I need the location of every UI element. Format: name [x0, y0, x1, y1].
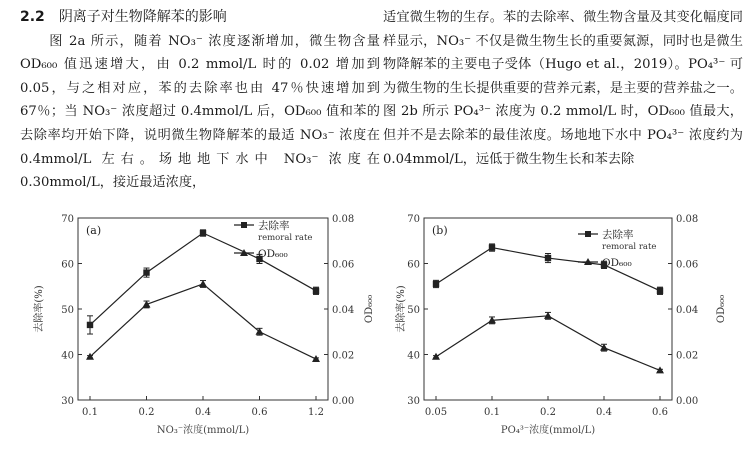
- section-heading: [20, 6, 380, 30]
- y-right-axis-label: OD₆₀₀: [716, 294, 727, 324]
- y-right-tick-label: 0.04: [332, 305, 355, 316]
- data-point-removal-rate: [489, 244, 495, 250]
- y-right-tick-label: 0.04: [676, 305, 699, 316]
- chart-a-svg: [28, 204, 388, 449]
- panel-label: (b): [432, 224, 448, 237]
- legend-marker-removal-rate: [241, 222, 247, 228]
- data-point-removal-rate: [87, 322, 93, 328]
- y-left-axis-label: 去除率(%): [396, 285, 407, 333]
- data-point-removal-rate: [313, 288, 319, 294]
- x-axis-label: NO₃⁻浓度(mmol/L): [156, 425, 250, 436]
- y-left-tick-label: 70: [407, 214, 420, 225]
- data-point-od600: [312, 355, 320, 362]
- left-paragraph: [20, 30, 380, 195]
- x-tick-label: 0.6: [251, 407, 268, 418]
- y-left-tick-label: 60: [407, 259, 420, 271]
- y-left-tick-label: 60: [61, 259, 74, 271]
- x-tick-label: 1.2: [308, 407, 324, 418]
- y-right-tick-label: 0.08: [332, 214, 355, 225]
- right-paragraph: 适宜微生物的生存。苯的去除率、微生物含量及其变化幅度同样显示，NO₃⁻ 不仅是微生物生长的重要氮源，同时也是微生物降解苯的主要电子受体（Hugo et al.，2019）。PO₄³⁻ 可为微生物的生长提供重要的营养元素，是主要的营养盐之一。图 2b 所示 PO₄³⁻ 浓度为 0.2 mmol/L 时，OD₆₀₀ 值最大，但并不是去除苯的最佳浓度。场地地下水中 PO₄³⁻ 浓度约为 0.04mmol/L，远低于微生物生长和苯去除: [383, 10, 743, 167]
- plot-frame: [78, 218, 328, 400]
- right-text-column: [383, 6, 743, 171]
- legend-label-od600: OD₆₀₀: [258, 248, 288, 260]
- data-point-removal-rate: [433, 281, 439, 287]
- x-tick-label: 0.1: [484, 407, 500, 418]
- data-point-removal-rate: [545, 255, 551, 261]
- series-line-od600: [90, 284, 316, 359]
- x-tick-label: 0.05: [424, 407, 448, 418]
- x-tick-label: 0.2: [138, 407, 155, 418]
- y-left-tick-label: 30: [407, 396, 420, 407]
- legend-label-removal-rate: 去除率: [602, 229, 634, 241]
- y-left-tick-label: 50: [407, 305, 420, 316]
- y-left-tick-label: 30: [61, 396, 74, 407]
- figure-2a: [28, 204, 388, 449]
- y-right-tick-label: 0.06: [332, 259, 355, 271]
- y-right-tick-label: 0.02: [332, 350, 355, 362]
- y-right-tick-label: 0.08: [676, 214, 699, 225]
- x-tick-label: 0.4: [596, 407, 612, 418]
- legend-label-removal-rate: 去除率: [258, 220, 290, 232]
- x-axis-label: PO₄³⁻浓度(mmol/L): [500, 425, 596, 436]
- y-left-tick-label: 70: [61, 214, 74, 225]
- y-left-tick-label: 40: [61, 350, 74, 362]
- series-line-removal-rate: [90, 233, 316, 325]
- y-right-tick-label: 0.06: [676, 259, 699, 271]
- legend-label-od600: OD₆₀₀: [602, 257, 632, 269]
- data-point-removal-rate: [200, 230, 206, 236]
- y-right-tick-label: 0.00: [332, 396, 355, 407]
- figure-2b: [392, 204, 737, 449]
- data-point-removal-rate: [657, 288, 663, 294]
- legend-marker-removal-rate: [585, 231, 591, 237]
- series-line-od600: [436, 316, 660, 371]
- y-left-axis-label: 去除率(%): [34, 285, 45, 333]
- y-left-tick-label: 50: [61, 305, 74, 316]
- y-left-tick-label: 40: [407, 350, 420, 362]
- left-text-column: [20, 6, 380, 195]
- panel-label: (a): [86, 224, 102, 237]
- data-point-removal-rate: [143, 269, 149, 275]
- y-right-axis-label: OD₆₀₀: [364, 294, 375, 324]
- x-tick-label: 0.2: [540, 407, 556, 418]
- chart-b-svg: [392, 204, 737, 449]
- x-tick-label: 0.4: [195, 407, 211, 418]
- x-tick-label: 0.1: [82, 407, 98, 418]
- section-number: 2.2: [20, 9, 45, 25]
- left-paragraph-text: 图 2a 所示，随着 NO₃⁻ 浓度逐渐增加，微生物含量 OD₆₀₀ 值迅速增大，由 0.2 mmol/L 时的 0.02 增加到 0.05，与之相对应，苯的去除率也由 47％快速增加到 67％；当 NO₃⁻ 浓度超过 0.4mmol/L 后，OD₆₀₀ 值和苯的去除率均开始下降，说明微生物降解苯的最适 NO₃⁻ 浓度在 0.4mmol/L 左右。场地地下水中 NO₃⁻ 浓度在 0.30mmol/L，接近最适浓度，: [20, 33, 380, 191]
- section-title: 阴离子对生物降解苯的影响: [58, 9, 227, 25]
- y-right-tick-label: 0.02: [676, 350, 699, 362]
- legend-sublabel-removal-rate: remoral rate: [602, 242, 657, 252]
- y-right-tick-label: 0.00: [676, 396, 699, 407]
- data-point-od600: [432, 353, 440, 360]
- x-tick-label: 0.6: [652, 407, 668, 418]
- legend-sublabel-removal-rate: remoral rate: [258, 233, 313, 243]
